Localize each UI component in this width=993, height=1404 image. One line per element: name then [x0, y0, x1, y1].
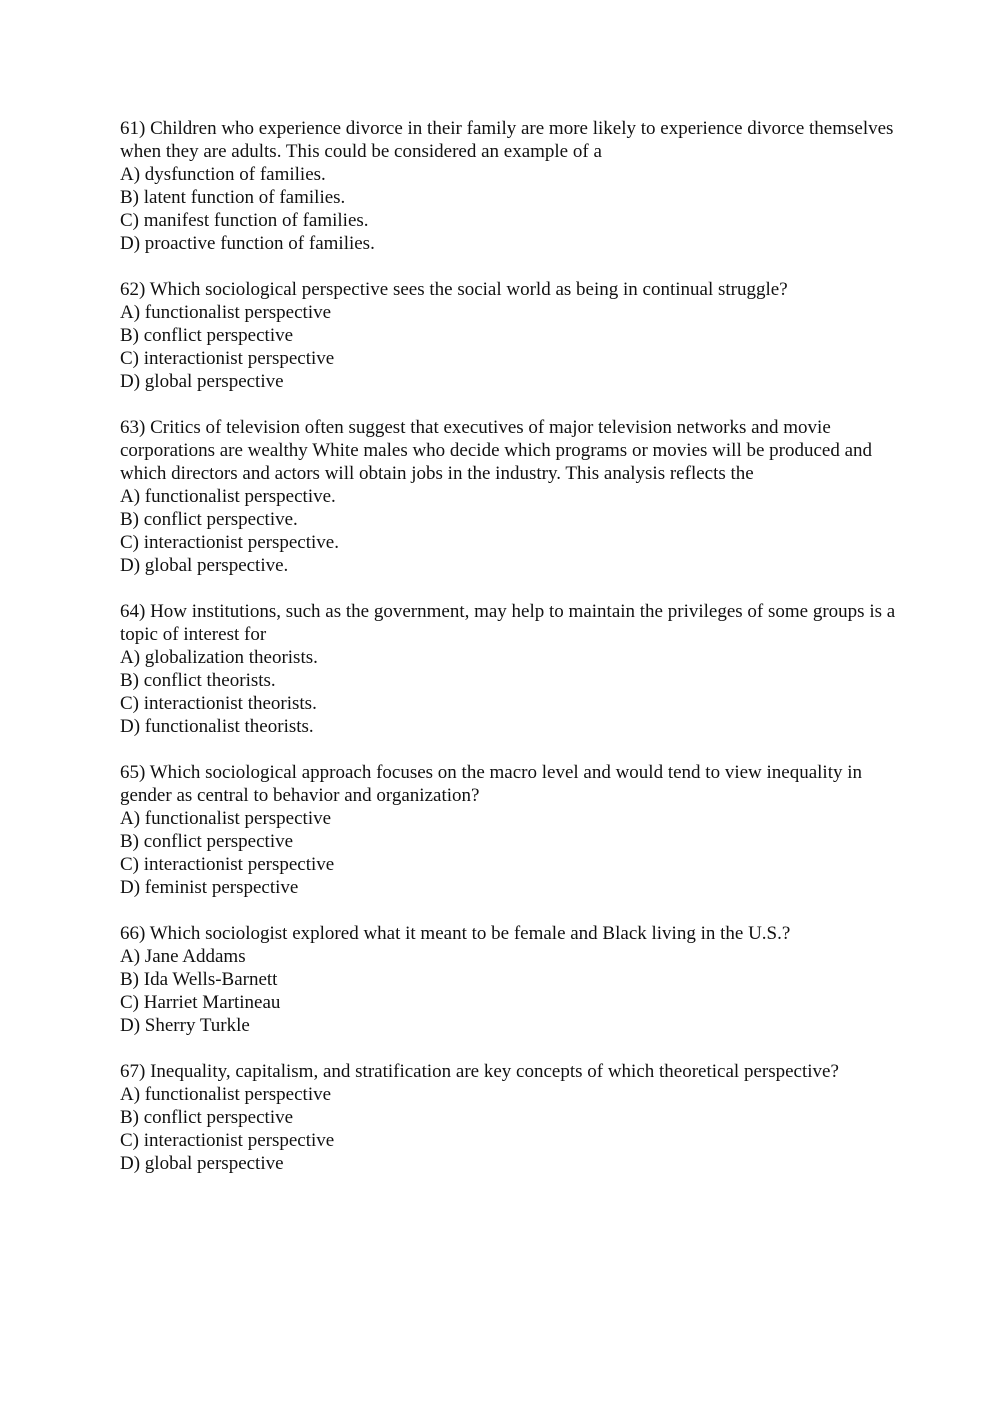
question-62 — [120, 278, 900, 393]
option-a: A) functionalist perspective — [120, 302, 332, 323]
option-d: D) global perspective. — [120, 555, 289, 576]
option-c: C) Harriet Martineau — [120, 992, 281, 1013]
option-a: A) globalization theorists. — [120, 647, 318, 668]
option-a: A) Jane Addams — [120, 946, 246, 967]
document-page — [120, 117, 900, 1198]
question-64 — [120, 600, 900, 738]
option-c: C) manifest function of families. — [120, 210, 369, 231]
question-61 — [120, 117, 900, 255]
question-stem: 67) Inequality, capitalism, and stratification are key concepts of which theoretical perspective? — [120, 1061, 839, 1082]
option-c: C) interactionist theorists. — [120, 693, 317, 714]
question-stem: 62) Which sociological perspective sees the social world as being in continual struggle? — [120, 279, 788, 300]
option-a: A) dysfunction of families. — [120, 164, 326, 185]
question-65 — [120, 761, 900, 899]
option-b: B) Ida Wells-Barnett — [120, 969, 278, 990]
option-a: A) functionalist perspective. — [120, 486, 336, 507]
option-a: A) functionalist perspective — [120, 808, 332, 829]
question-67 — [120, 1060, 900, 1175]
option-c: C) interactionist perspective — [120, 348, 335, 369]
option-d: D) global perspective — [120, 371, 284, 392]
option-b: B) latent function of families. — [120, 187, 346, 208]
option-b: B) conflict perspective — [120, 325, 294, 346]
option-c: C) interactionist perspective — [120, 854, 335, 875]
option-b: B) conflict theorists. — [120, 670, 276, 691]
option-d: D) Sherry Turkle — [120, 1015, 250, 1036]
option-b: B) conflict perspective. — [120, 509, 298, 530]
option-b: B) conflict perspective — [120, 1107, 294, 1128]
question-stem: 66) Which sociologist explored what it meant to be female and Black living in the U.S.? — [120, 923, 791, 944]
option-d: D) proactive function of families. — [120, 233, 375, 254]
option-d: D) functionalist theorists. — [120, 716, 314, 737]
question-stem: 63) Critics of television often suggest that executives of major television networks and movie corporations are wealthy White males who decide which programs or movies will be produced and which directors and actors will obtain jobs in the industry. This analysis reflects the — [120, 417, 873, 484]
option-b: B) conflict perspective — [120, 831, 294, 852]
question-stem: 65) Which sociological approach focuses on the macro level and would tend to view inequality in gender as central to behavior and organization? — [120, 762, 863, 806]
option-d: D) feminist perspective — [120, 877, 299, 898]
question-stem: 61) Children who experience divorce in their family are more likely to experience divorce themselves when they are adults. This could be considered an example of a — [120, 118, 894, 162]
option-a: A) functionalist perspective — [120, 1084, 332, 1105]
question-63 — [120, 416, 900, 577]
question-66 — [120, 922, 900, 1037]
question-stem: 64) How institutions, such as the government, may help to maintain the privileges of some groups is a topic of interest for — [120, 601, 896, 645]
option-d: D) global perspective — [120, 1153, 284, 1174]
option-c: C) interactionist perspective — [120, 1130, 335, 1151]
option-c: C) interactionist perspective. — [120, 532, 339, 553]
